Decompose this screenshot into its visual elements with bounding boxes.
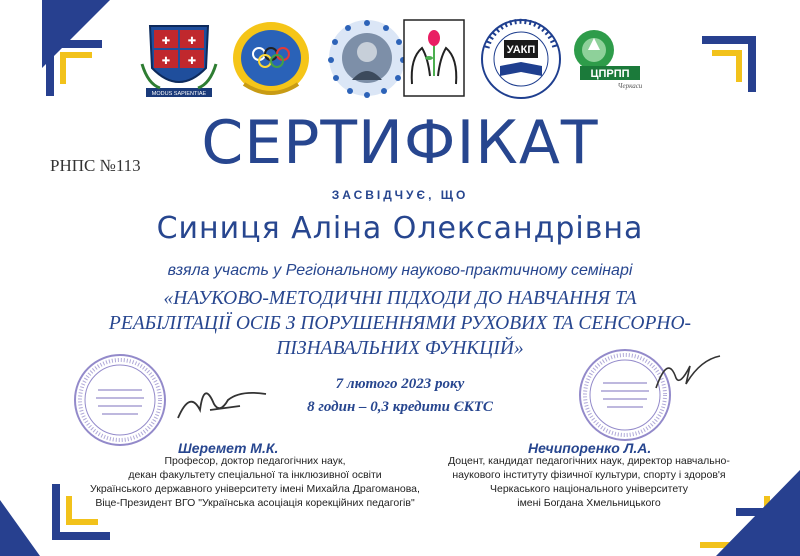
signatory-line: наукового інституту фізичної культури, спорту і здоров'я	[452, 469, 726, 481]
participation-text: взяла участь у Регіональному науково-практичному семінарі	[167, 262, 633, 279]
svg-text:✚: ✚	[187, 56, 197, 67]
svg-text:✚: ✚	[161, 56, 171, 67]
right-signatory-details	[430, 454, 748, 510]
event-title-line: «НАУКОВО-МЕТОДИЧНІ ПІДХОДИ ДО НАВЧАННЯ ТА	[163, 288, 637, 309]
registration-number: РНПС №113	[50, 156, 141, 175]
event-title-line: ПІЗНАВАЛЬНИХ ФУНКЦІЙ»	[276, 338, 524, 359]
left-seal-stamp	[70, 350, 170, 450]
svg-text:MODUS SAPIENTIAE: MODUS SAPIENTIAE	[151, 91, 207, 97]
signatory-line: Черкаського національного університету	[489, 483, 689, 495]
event-date: 7 лютого 2023 року	[335, 376, 465, 392]
cprpp-logo-icon	[572, 18, 656, 100]
certificate-title: СЕРТИФІКАТ	[201, 108, 599, 178]
right-signatory-name: Нечипоренко Л.А.	[528, 440, 652, 456]
hands-flower-icon	[402, 18, 466, 98]
association-seal-icon	[478, 18, 564, 100]
event-title-line: РЕАБІЛІТАЦІЇ ОСІБ З ПОРУШЕННЯМИ РУХОВИХ ТА СЕНСОРНО-	[108, 313, 692, 334]
recipient-name: Синиця Аліна Олександрівна	[156, 211, 644, 246]
signatory-line: Українського державного університету імені Михайла Драгоманова,	[90, 483, 420, 495]
university-crest-icon	[140, 18, 218, 100]
signatory-line: Доцент, кандидат педагогічних наук, директор навчально-	[448, 455, 730, 467]
olympic-emblem-icon	[230, 18, 312, 100]
left-signature	[170, 370, 280, 430]
certifies-label: ЗАСВІДЧУЄ, ЩО	[331, 188, 469, 202]
svg-text:✚: ✚	[187, 36, 197, 47]
credit-hours: 8 годин – 0,3 кредити ЄКТС	[307, 399, 493, 415]
svg-text:ЦПРПП: ЦПРПП	[590, 68, 630, 80]
signatory-line: імені Богдана Хмельницького	[517, 497, 661, 509]
portrait-medallion-icon	[326, 18, 408, 100]
signatory-line: Віце-Президент ВГО "Українська асоціація корекційних педагогів"	[95, 497, 415, 509]
signatory-line: Професор, доктор педагогічних наук,	[164, 455, 346, 467]
left-signatory-details	[70, 454, 440, 510]
left-signatory-name: Шеремет М.К.	[178, 440, 279, 456]
svg-text:✚: ✚	[161, 36, 171, 47]
svg-text:УАКП: УАКП	[506, 44, 536, 56]
svg-text:Черкаси: Черкаси	[617, 82, 643, 90]
partner-logos	[140, 18, 660, 100]
signatory-line: декан факультету спеціальної та інклюзивної освіти	[128, 469, 382, 481]
right-signature	[650, 348, 730, 398]
